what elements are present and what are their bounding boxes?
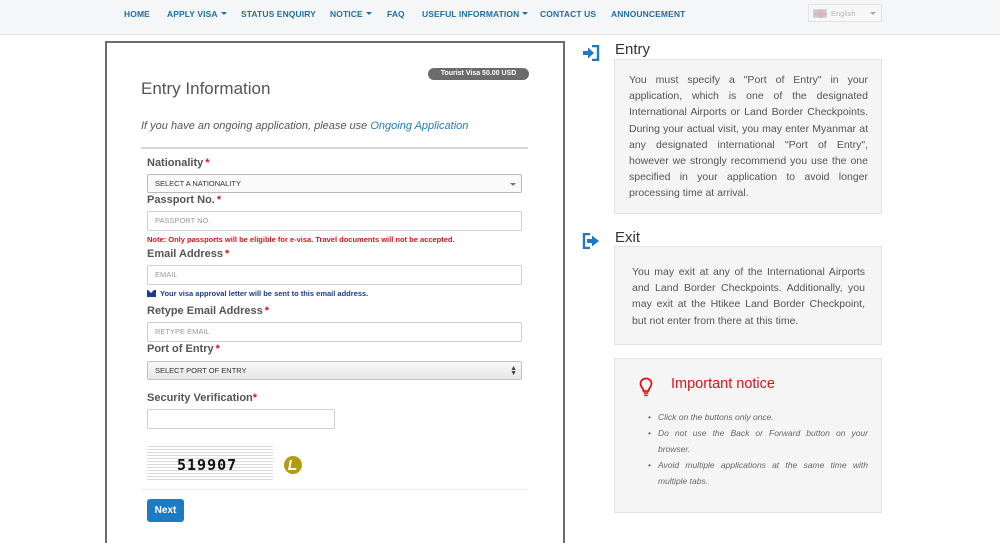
language-label: English [831, 9, 856, 18]
retype-email-input[interactable] [147, 322, 522, 342]
notice-item: • Avoid multiple applications at the same time with multiple tabs. [644, 457, 868, 489]
exit-info-text: You may exit at any of the International Airports and Land Border Checkpoints. Additionally, you may exit at the Htikee Land Border Checkpoint, but not enter from there at this time. [632, 266, 865, 327]
caret-down-icon [366, 12, 372, 15]
nav-useful-information[interactable] [422, 9, 528, 19]
captcha-code: 519907 [177, 456, 238, 474]
sign-in-icon [582, 45, 600, 61]
entry-info-box [614, 59, 882, 214]
nav-status-enquiry-label: STATUS ENQUIRY [241, 9, 316, 19]
passport-label [147, 194, 221, 206]
port-of-entry-select[interactable] [147, 361, 522, 380]
lightbulb-icon [639, 377, 653, 397]
sign-out-icon [582, 233, 600, 249]
ongoing-application-text [141, 120, 468, 132]
security-verification-input[interactable] [147, 409, 335, 429]
nationality-value: SELECT A NATIONALITY [155, 179, 242, 188]
nav-notice[interactable] [330, 9, 372, 19]
up-down-arrows-icon: ▲ ▼ [510, 365, 517, 377]
next-button[interactable]: Next [147, 499, 184, 522]
nationality-select[interactable] [147, 174, 522, 193]
notice-item: • Click on the buttons only once. [644, 409, 868, 425]
exit-heading: Exit [615, 229, 641, 246]
ongoing-application-link[interactable]: Ongoing Application [370, 120, 469, 132]
caret-down-icon [522, 12, 528, 15]
nav-contact-us-label: CONTACT US [540, 9, 597, 19]
email-note-text: Your visa approval letter will be sent to this email address. [160, 289, 369, 298]
required-mark: * [252, 392, 258, 404]
uk-flag-icon [813, 9, 827, 18]
email-input[interactable] [147, 265, 522, 285]
passport-placeholder: PASSPORT NO. [155, 216, 211, 225]
nav-apply-visa[interactable] [167, 9, 227, 19]
important-notice-box [614, 358, 882, 513]
port-of-entry-label-text: Port of Entry [147, 343, 214, 355]
required-mark: * [215, 343, 220, 355]
port-of-entry-label [147, 343, 220, 355]
email-placeholder: EMAIL [155, 270, 178, 279]
email-label-text: Email Address [147, 248, 224, 260]
entry-info-text: You must specify a "Port of Entry" in your application, which is one of the designated International Airports or Land Border Checkpoints. During your actual visit, you may enter Myanmar at any designated international "Port of Entry", however we strongly recommend you use the one specified in your application to avoid longer processing time at arrival. [629, 74, 868, 200]
retype-email-placeholder: RETYPE EMAIL [155, 327, 210, 336]
nav-useful-information-label: USEFUL INFORMATION [422, 9, 520, 19]
nav-home[interactable] [124, 9, 150, 19]
email-note [147, 289, 368, 298]
required-mark: * [205, 157, 210, 169]
caret-down-icon [510, 183, 516, 186]
nav-status-enquiry[interactable] [241, 9, 316, 19]
nav-faq[interactable] [387, 9, 405, 19]
security-verification-label-text: Security Verification [147, 392, 253, 404]
nav-announcement-label: ANNOUNCEMENT [611, 9, 686, 19]
required-mark: * [264, 305, 270, 317]
email-label [147, 248, 229, 260]
exit-info-box [614, 246, 882, 345]
entry-heading: Entry [615, 41, 651, 58]
passport-note: Note: Only passports will be eligible for e-visa. Travel documents will not be accepted. [147, 235, 455, 244]
nav-announcement[interactable] [611, 9, 685, 19]
nav-faq-label: FAQ [387, 9, 405, 19]
nav-home-label: HOME [124, 9, 150, 19]
retype-email-label-text: Retype Email Address [147, 305, 263, 317]
nav-apply-visa-label: APPLY VISA [167, 9, 218, 19]
important-notice-heading: Important notice [671, 376, 775, 392]
port-of-entry-value: SELECT PORT OF ENTRY [155, 366, 247, 375]
captcha-image [147, 444, 273, 482]
nav-notice-label: NOTICE [330, 9, 363, 19]
nav-contact-us[interactable] [540, 9, 596, 19]
refresh-captcha-icon[interactable] [284, 456, 302, 474]
caret-down-icon [870, 12, 876, 15]
envelope-icon [147, 290, 156, 297]
retype-email-label [147, 305, 269, 317]
caret-down-icon [221, 12, 227, 15]
divider [141, 147, 528, 149]
required-mark: * [225, 248, 230, 260]
notice-item: • Do not use the Back or Forward button on your browser. [644, 425, 868, 457]
nationality-label [147, 157, 210, 169]
passport-input[interactable] [147, 211, 522, 231]
top-nav [0, 0, 1000, 35]
security-verification-label [147, 392, 257, 404]
visa-fee-badge: Tourist Visa 50.00 USD [428, 68, 529, 80]
divider [141, 489, 528, 490]
form-title: Entry Information [141, 79, 271, 98]
required-mark: * [216, 194, 222, 206]
nationality-label-text: Nationality [147, 157, 204, 169]
language-select[interactable] [808, 4, 882, 22]
notice-list [644, 409, 868, 489]
passport-label-text: Passport No. [147, 194, 215, 206]
ongoing-text: If you have an ongoing application, please use [141, 120, 371, 132]
